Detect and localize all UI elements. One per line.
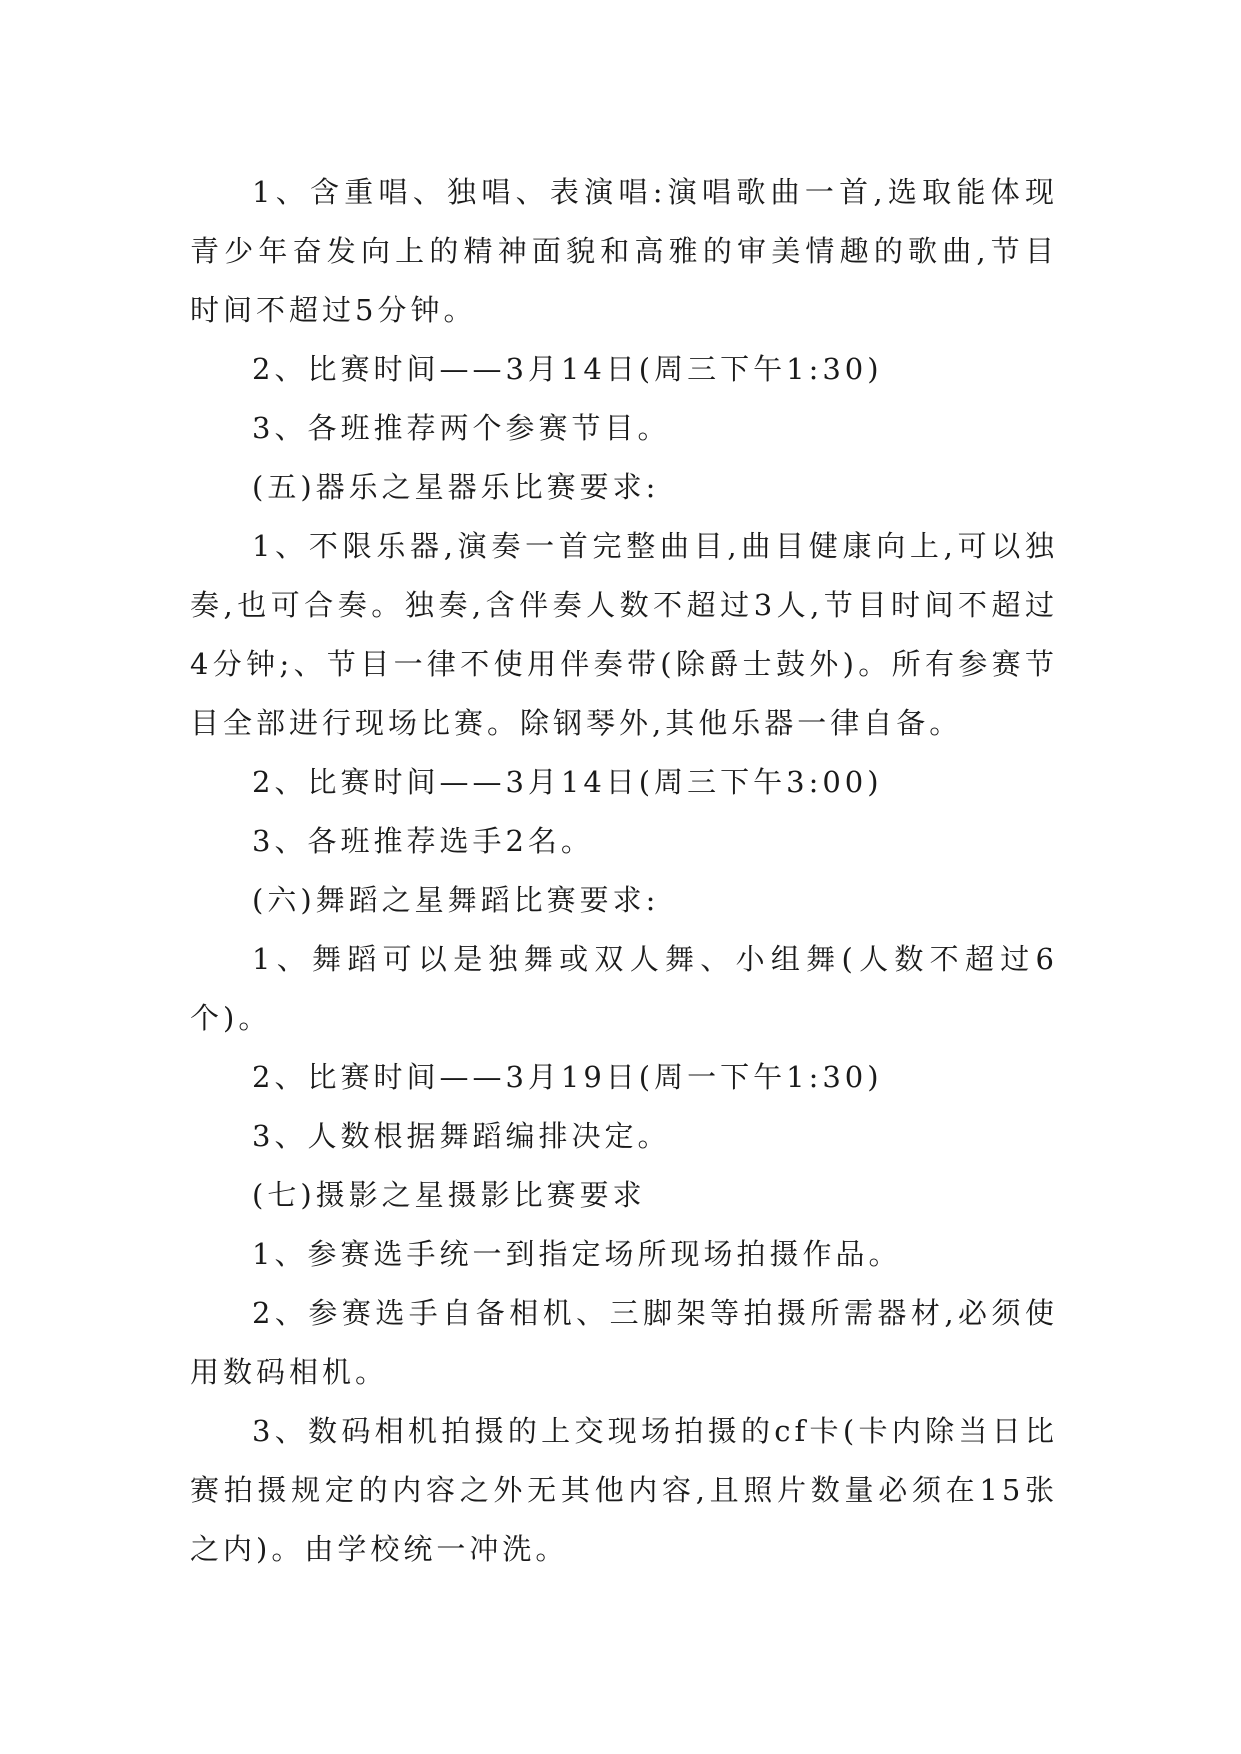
section-heading-dance: (六)舞蹈之星舞蹈比赛要求:	[252, 883, 660, 917]
paragraph-chorus-rules: 1、含重唱、独唱、表演唱:演唱歌曲一首,选取能体现青少年奋发向上的精神面貌和高雅的审美情趣的歌曲,节目时间不超过5分钟。	[190, 175, 1058, 327]
paragraph-dance-quota: 3、人数根据舞蹈编排决定。	[252, 1119, 671, 1153]
paragraph-dance-rules: 1、舞蹈可以是独舞或双人舞、小组舞(人数不超过6个)。	[190, 942, 1058, 1035]
section-heading-photography: (七)摄影之星摄影比赛要求	[252, 1178, 646, 1212]
paragraph-photography-submission: 3、数码相机拍摄的上交现场拍摄的cf卡(卡内除当日比赛拍摄规定的内容之外无其他内容,且照片数量必须在15张之内)。由学校统一冲洗。	[190, 1414, 1058, 1566]
document-body	[190, 163, 1058, 1579]
paragraph-instrumental-rules: 1、不限乐器,演奏一首完整曲目,曲目健康向上,可以独奏,也可合奏。独奏,含伴奏人数不超过3人,节目时间不超过4分钟;、节目一律不使用伴奏带(除爵士鼓外)。所有参赛节目全部进行现场比赛。除钢琴外,其他乐器一律自备。	[190, 529, 1058, 740]
paragraph-dance-time: 2、比赛时间——3月19日(周一下午1:30)	[252, 1060, 883, 1094]
paragraph-vocal-quota: 3、各班推荐两个参赛节目。	[252, 411, 671, 445]
paragraph-photography-equipment: 2、参赛选手自备相机、三脚架等拍摄所需器材,必须使用数码相机。	[190, 1296, 1058, 1389]
paragraph-instrumental-time: 2、比赛时间——3月14日(周三下午3:00)	[252, 765, 883, 799]
paragraph-instrumental-quota: 3、各班推荐选手2名。	[252, 824, 594, 858]
paragraph-photography-venue: 1、参赛选手统一到指定场所现场拍摄作品。	[252, 1237, 902, 1271]
paragraph-vocal-time: 2、比赛时间——3月14日(周三下午1:30)	[252, 352, 883, 386]
section-heading-instrumental: (五)器乐之星器乐比赛要求:	[252, 470, 660, 504]
